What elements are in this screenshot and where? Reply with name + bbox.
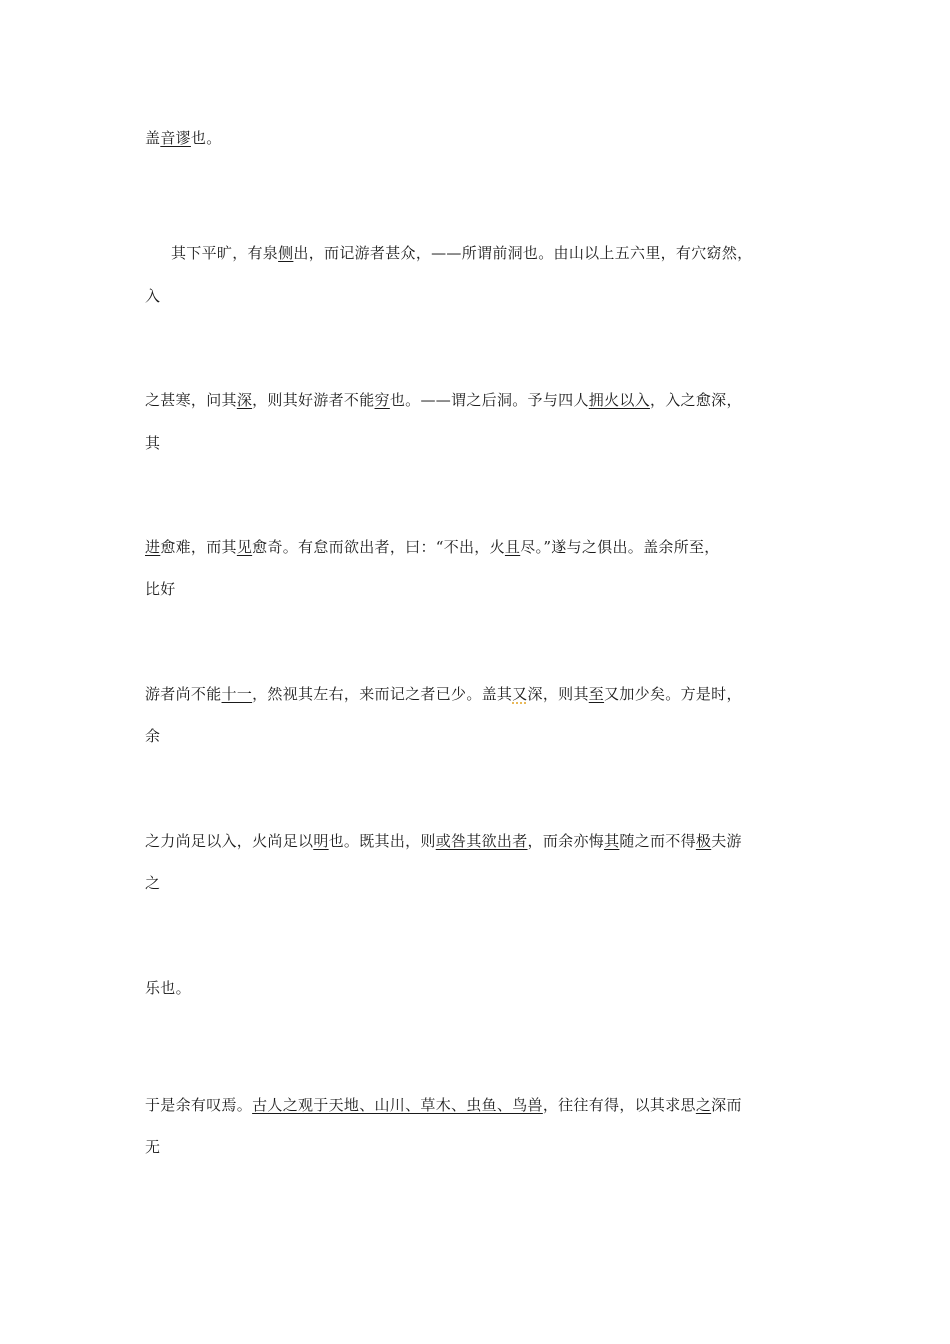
text-segment: 之力尚足以入，火尚足以: [145, 832, 314, 850]
text-segment: 于是余有叹焉。: [145, 1096, 253, 1114]
text-segment: 出，而记游者甚众，——所谓前洞也。由山以上五六里，有穴窈然，: [293, 244, 753, 262]
text-segment: 无: [145, 1138, 161, 1156]
underlined-text: 进: [145, 538, 161, 556]
text-segment: 之甚寒，问其: [145, 391, 237, 409]
text-segment: 深而: [711, 1096, 742, 1114]
underlined-text: 音谬: [160, 129, 191, 147]
underlined-text: 侧: [278, 244, 294, 262]
text-segment: 愈奇。有怠而欲出者，曰：“不出，火: [252, 538, 505, 556]
text-segment: 游者尚不能: [145, 685, 222, 703]
text-segment: 之: [145, 874, 161, 892]
text-line: [145, 831, 742, 851]
underlined-text: 十一: [221, 685, 253, 703]
text-line: [145, 684, 742, 704]
underlined-text: 明: [313, 832, 329, 850]
text-segment: 其: [145, 434, 161, 452]
text-line: [145, 579, 176, 599]
text-line: [145, 390, 742, 410]
text-segment: 也。——谓之后洞。予与四人: [389, 391, 589, 409]
text-segment: 夫游: [711, 832, 742, 850]
underlined-text: 见: [236, 538, 253, 556]
underlined-text: 古人之观于天地、山川、草木、虫鱼、鸟兽: [252, 1096, 543, 1114]
underlined-text: 拥火以入: [588, 391, 650, 409]
text-segment: ，然视其左右，来而记之者已少。盖其: [252, 685, 513, 703]
text-segment: 又加少矣。方是时，: [604, 685, 742, 703]
text-segment: 比好: [145, 580, 176, 598]
text-segment: ，往往有得，以其求思: [542, 1096, 696, 1114]
underlined-text: 之: [695, 1096, 712, 1114]
text-segment: 余: [145, 727, 161, 745]
text-segment: ，而余亦悔: [527, 832, 605, 850]
underlined-text: 且: [504, 538, 521, 556]
text-line: [145, 286, 160, 306]
text-segment: 尽。”遂与之俱出。盖余所至，: [520, 538, 720, 556]
text-line: [145, 873, 160, 893]
text-segment: 其下平旷，有泉: [171, 244, 279, 262]
text-line: [145, 537, 720, 557]
underlined-text: 或咎其欲出者: [435, 832, 528, 850]
underlined-text: 其: [604, 832, 620, 850]
text-line: [145, 726, 160, 746]
underlined-text: 深: [236, 391, 253, 409]
text-segment: 乐也。: [145, 979, 191, 997]
text-segment: 入: [145, 287, 161, 305]
text-line: [145, 978, 191, 998]
marked-text: 又: [512, 685, 528, 703]
text-segment: 也。: [190, 129, 222, 147]
text-segment: ，入之愈深，: [649, 391, 742, 409]
text-segment: 深，则其: [527, 685, 589, 703]
text-segment: 盖: [145, 129, 161, 147]
text-segment: 也。既其出，则: [328, 832, 436, 850]
text-segment: 随之而不得: [619, 832, 696, 850]
text-line: [145, 1137, 160, 1157]
text-line: [145, 433, 160, 453]
underlined-text: 极: [695, 832, 712, 850]
text-line: [145, 128, 222, 148]
text-line: [145, 1095, 742, 1115]
underlined-text: 穷: [374, 391, 390, 409]
text-line: [145, 243, 752, 263]
text-segment: 愈难，而其: [160, 538, 237, 556]
underlined-text: 至: [588, 685, 605, 703]
text-segment: ，则其好游者不能: [252, 391, 375, 409]
